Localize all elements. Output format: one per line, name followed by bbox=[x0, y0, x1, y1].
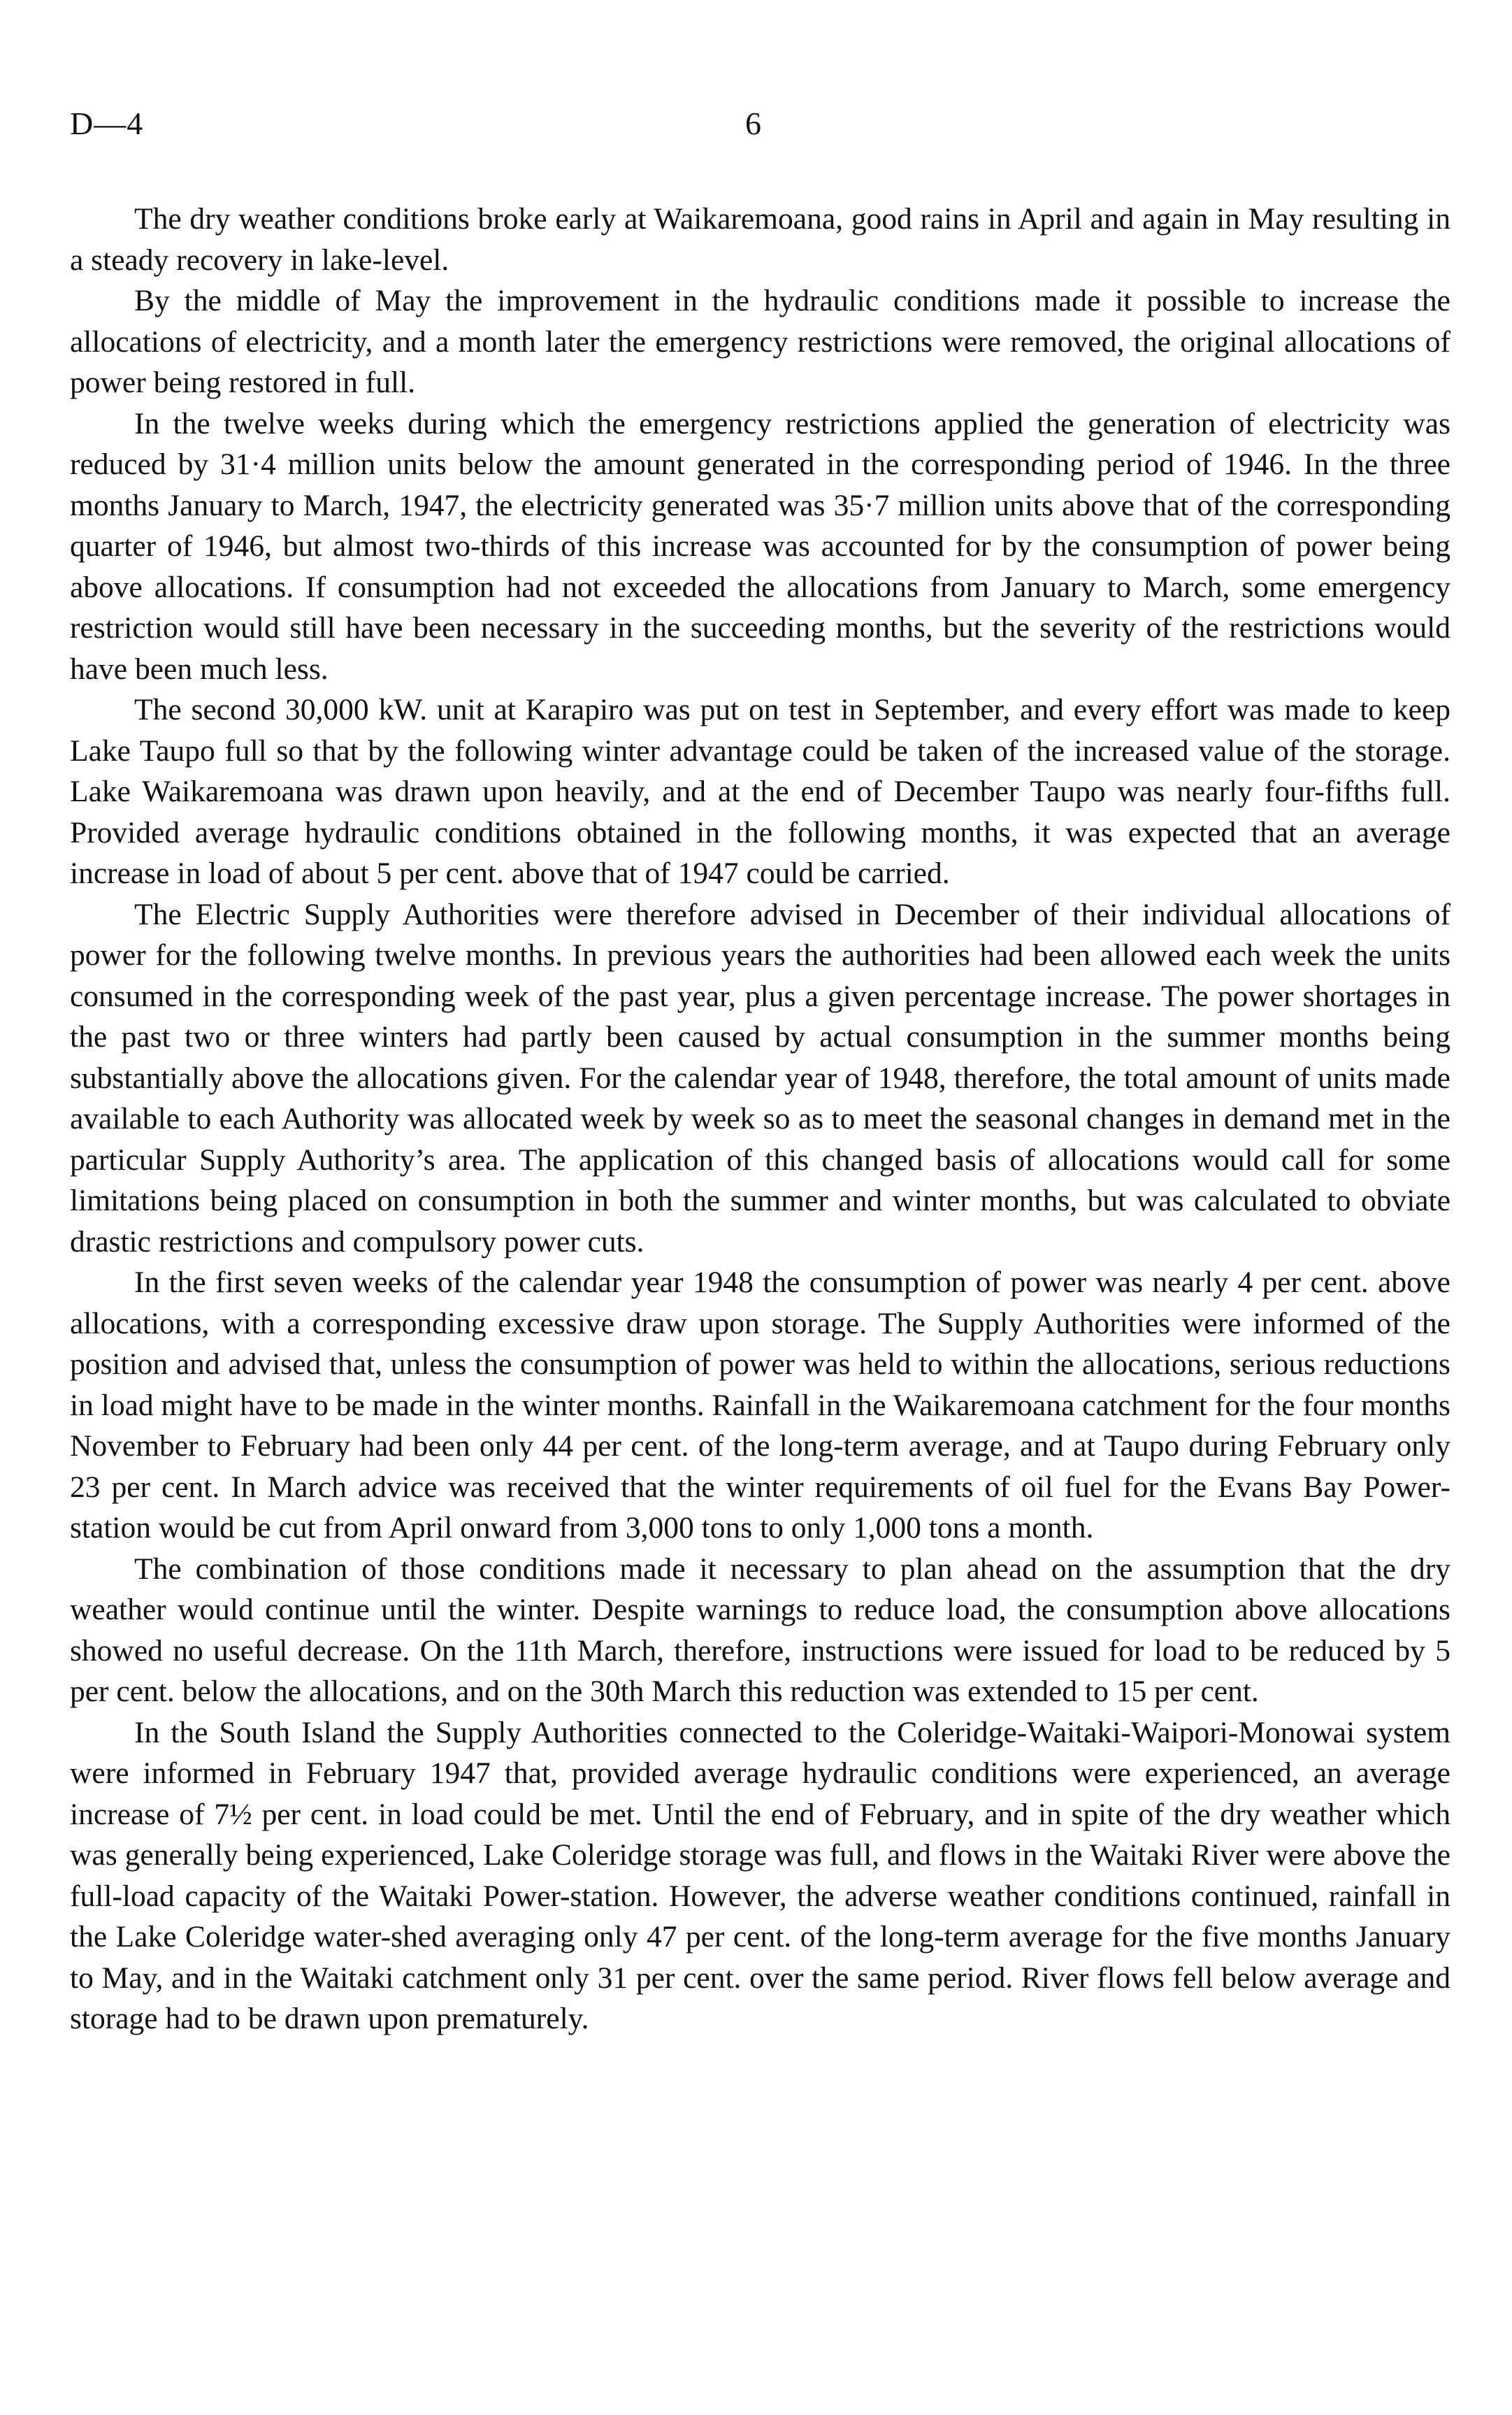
paragraph-generation-reduced: In the twelve weeks during which the emergency restrictions applied the generation of electricity was reduced by 31·4 million units below the amount generated in the corresponding period of 1946. In the three months January to March, 1947, the electricity generated was 35·7 million units above that of the corresponding quarter of 1946, but almost two-thirds of this increase was accounted for by the consumption of power being above allocations. If consumption had not exceeded the allocations from January to March, some emergency restriction would still have been necessary in the succeeding months, but the severity of the restrictions would have been much less. bbox=[70, 406, 1450, 686]
paragraph-supply-authorities: The Electric Supply Authorities were therefore advised in December of their individual allocations of power for the following twelve months. In previous years the authorities had been allowed each week the units consumed in the corresponding week of the past year, plus a given percentage increase. The power shortages in the past two or three winters had partly been caused by actual consumption in the summer months being substantially above the allocations given. For the calendar year of 1948, therefore, the total amount of units made available to each Authority was allocated week by week so as to meet the seasonal changes in demand met in the particular Supply Authority’s area. The application of this changed basis of allocations would call for some limitations being placed on consumption in both the summer and winter months, but was calculated to obviate drastic restrictions and compulsory power cuts. bbox=[70, 897, 1450, 1259]
body-text bbox=[70, 199, 1450, 2040]
paragraph-restrictions-removed: By the middle of May the improvement in the hydraulic conditions made it possible to increase the allocations of electricity, and a month later the emergency restrictions were removed, the original allocations of power being restored in full. bbox=[70, 284, 1450, 399]
paragraph-consumption-1948: In the first seven weeks of the calendar year 1948 the consumption of power was nearly 4 per cent. above allocations, with a corresponding excessive draw upon storage. The Supply Authorities were informed of the position and advised that, unless the consumption of power was held to within the allocations, serious reductions in load might have to be made in the winter months. Rainfall in the Waikaremoana catchment for the four months November to February had been only 44 per cent. of the long-term average, and at Taupo during February only 23 per cent. In March advice was received that the winter requirements of oil fuel for the Evans Bay Power-station would be cut from April onward from 3,000 tons to only 1,000 tons a month. bbox=[70, 1266, 1450, 1545]
document-reference: D—4 bbox=[70, 106, 144, 141]
page-header bbox=[70, 105, 1450, 168]
page-number: 6 bbox=[745, 106, 762, 141]
document-page bbox=[70, 105, 1450, 2040]
paragraph-karapiro-unit: The second 30,000 kW. unit at Karapiro was put on test in September, and every effort was made to keep Lake Taupo full so that by the following winter advantage could be taken of the increased value of the storage. Lake Waikaremoana was drawn upon heavily, and at the end of December Taupo was nearly four-fifths full. Provided average hydraulic conditions obtained in the following months, it was expected that an average increase in load of about 5 per cent. above that of 1947 could be carried. bbox=[70, 693, 1450, 890]
paragraph-load-reduction: The combination of those conditions made it necessary to plan ahead on the assumption that the dry weather would continue until the winter. Despite warnings to reduce load, the consumption above allocations showed no useful decrease. On the 11th March, therefore, instructions were issued for load to be reduced by 5 per cent. below the allocations, and on the 30th March this reduction was extended to 15 per cent. bbox=[70, 1552, 1450, 1708]
paragraph-waikaremoana-recovery: The dry weather conditions broke early at Waikaremoana, good rains in April and again in May resulting in a steady recovery in lake-level. bbox=[70, 202, 1450, 277]
paragraph-south-island: In the South Island the Supply Authorities connected to the Coleridge-Waitaki-Waipori-Monowai system were informed in February 1947 that, provided average hydraulic conditions were experienced, an average increase of 7½ per cent. in load could be met. Until the end of February, and in spite of the dry weather which was generally being experienced, Lake Coleridge storage was full, and flows in the Waitaki River were above the full-load capacity of the Waitaki Power-station. However, the adverse weather conditions continued, rainfall in the Lake Coleridge water-shed averaging only 47 per cent. of the long-term average for the five months January to May, and in the Waitaki catchment only 31 per cent. over the same period. River flows fell below average and storage had to be drawn upon prematurely. bbox=[70, 1715, 1450, 2035]
